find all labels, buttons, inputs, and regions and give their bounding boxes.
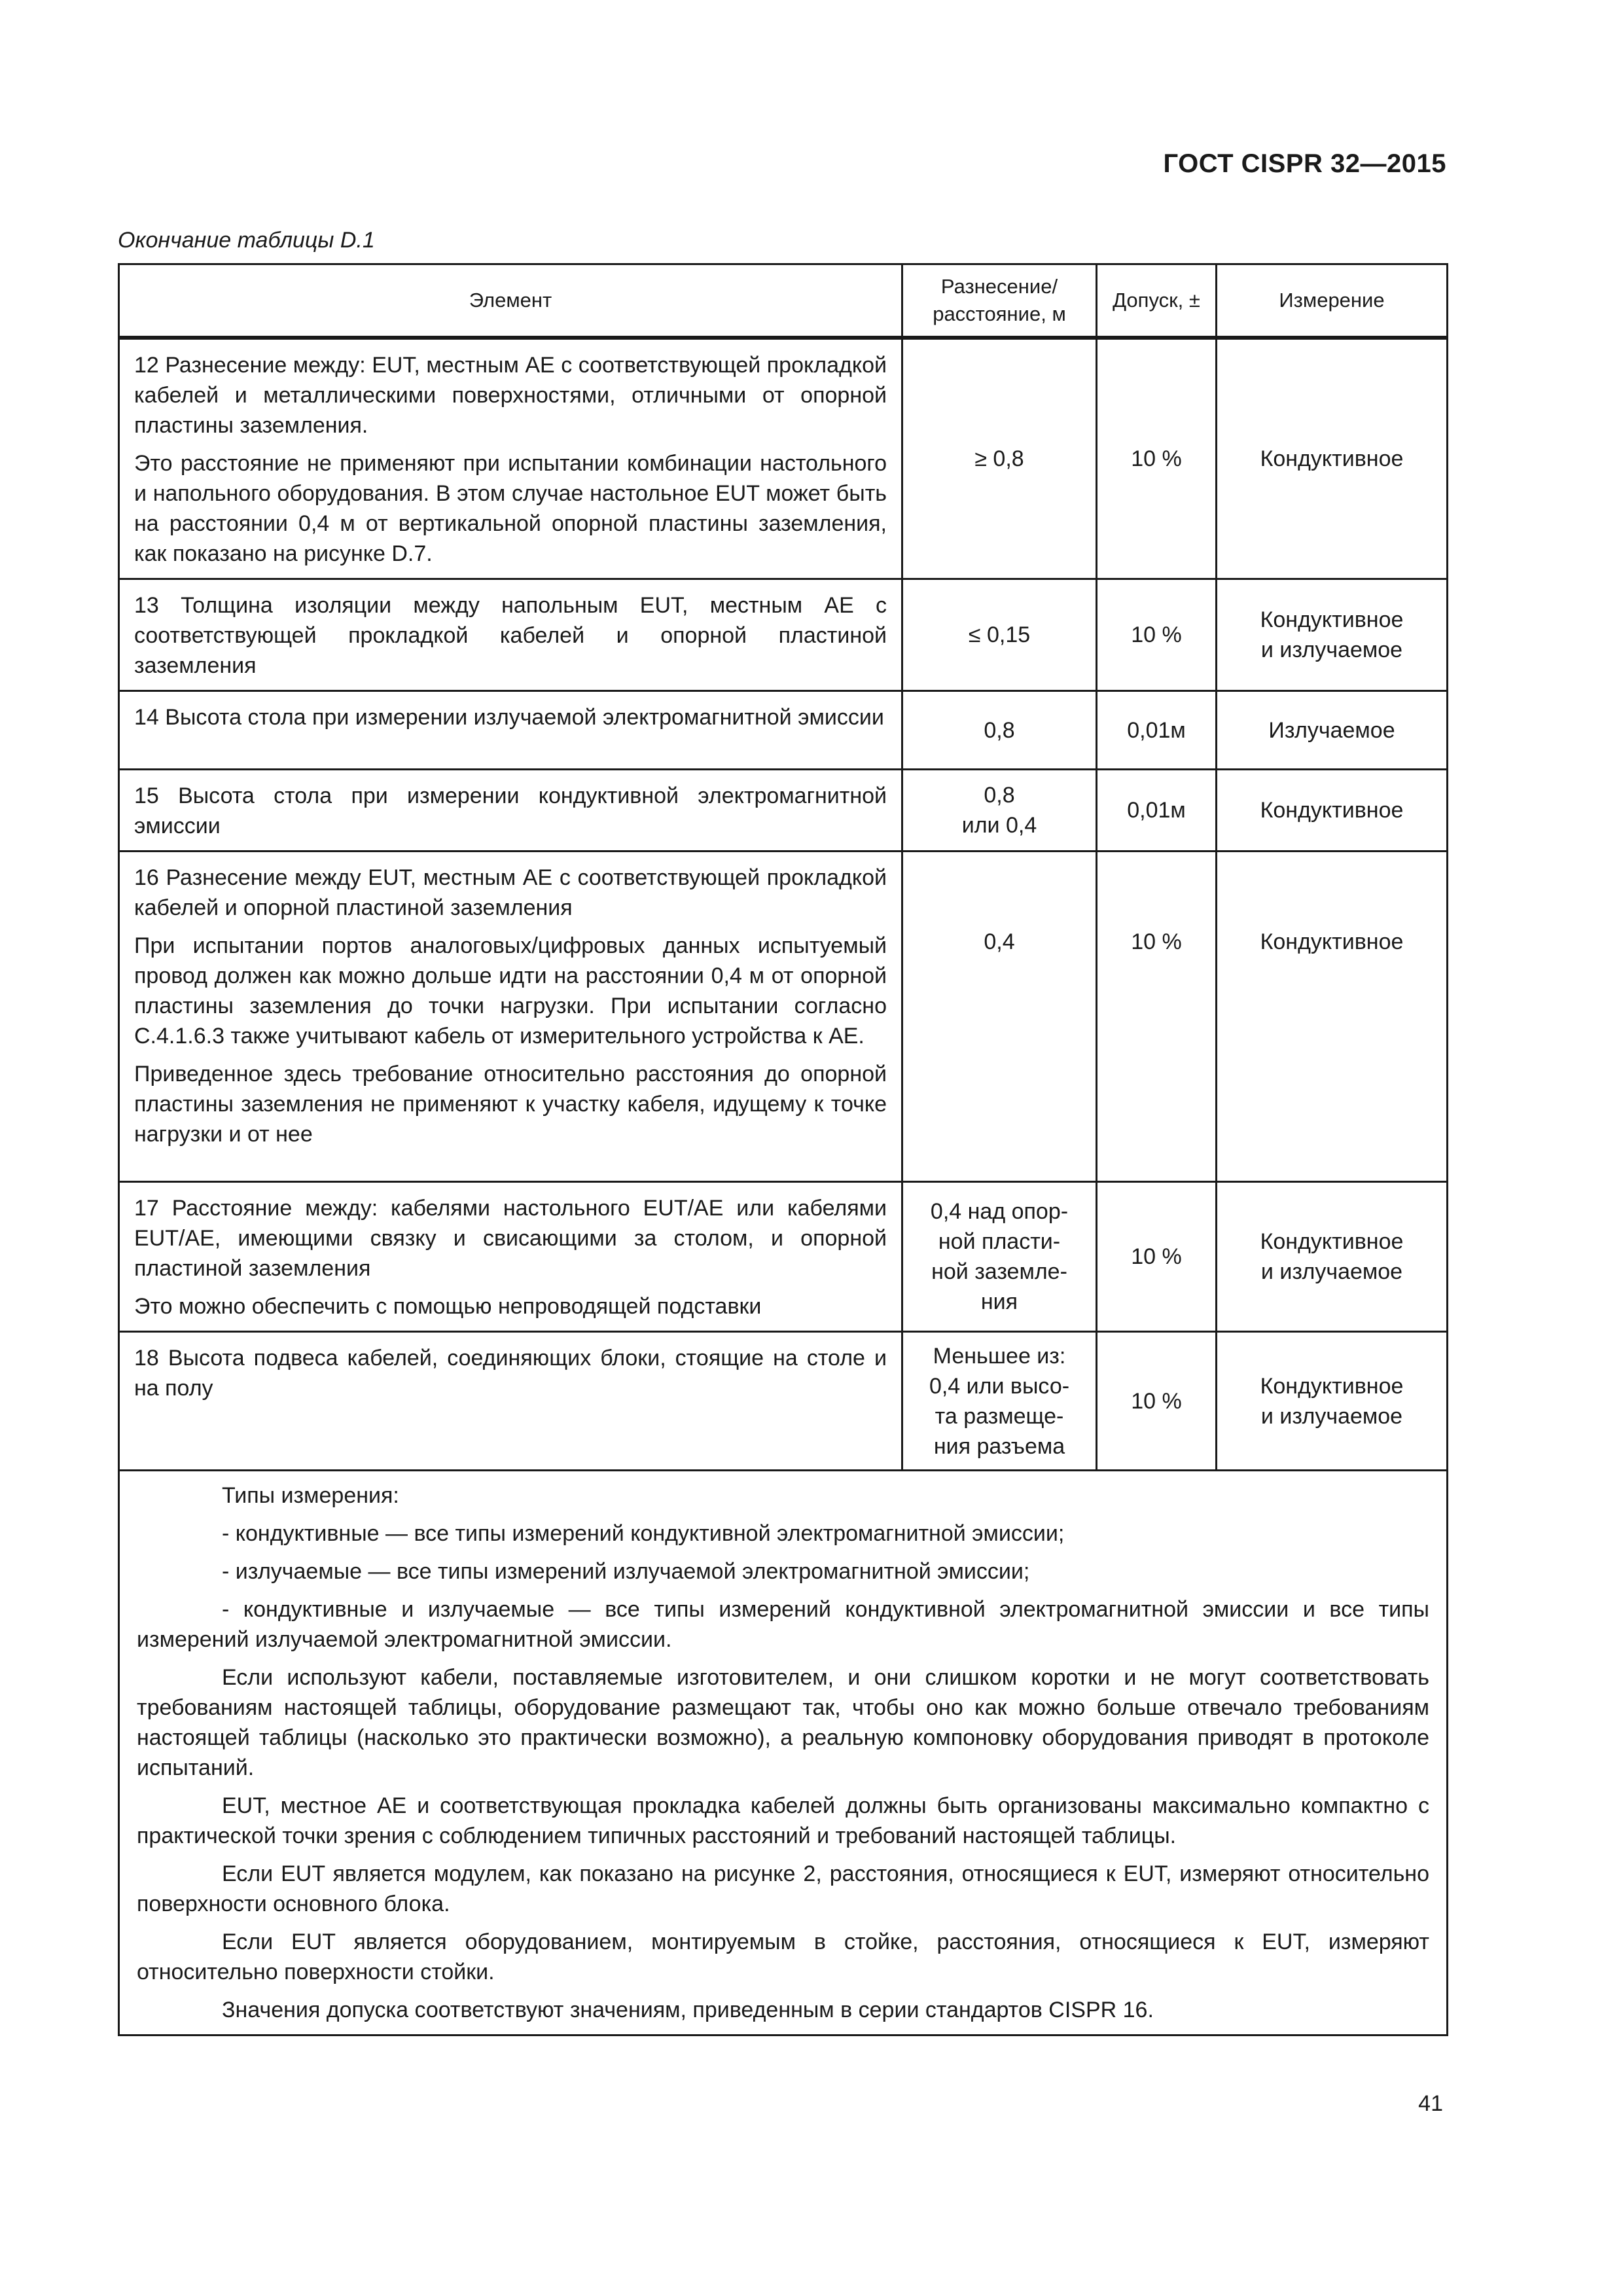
- distance-cell: 0,4: [902, 852, 1097, 1182]
- element-text: При испытании портов аналоговых/цифровых данных испытуемый провод должен как можно дольше идти на расстоянии 0,4 м от опорной пластины заземления до точки нагрузки. При испытании согласно C.4.1.6.3 также учитывают кабель от измерительного устройства к АЕ.: [134, 933, 887, 1049]
- table-row: [119, 579, 1448, 691]
- measurement-cell: Кондуктивное и излучаемое: [1217, 1332, 1448, 1471]
- element-cell: [119, 852, 902, 1182]
- measurement-cell: Кондуктивное и излучаемое: [1217, 1182, 1448, 1332]
- header-distance: Разнесение/ расстояние, м: [902, 264, 1097, 338]
- element-text: 17 Расстояние между: кабелями настольного EUT/AE или кабелями EUT/AE, имеющими связку и свисающими за столом, и опорной пластиной заземления: [134, 1196, 887, 1281]
- element-cell: [119, 1332, 902, 1471]
- distance-cell: 0,8: [902, 691, 1097, 770]
- measurement-cell: Кондуктивное: [1217, 338, 1448, 579]
- distance-cell: ≤ 0,15: [902, 579, 1097, 691]
- element-text: 15 Высота стола при измерении кондуктивной электромагнитной эмиссии: [134, 783, 887, 838]
- element-cell: [119, 579, 902, 691]
- tolerance-cell: 10 %: [1097, 1332, 1217, 1471]
- element-text: 18 Высота подвеса кабелей, соединяющих блоки, стоящие на столе и на полу: [134, 1346, 887, 1401]
- distance-cell: 0,8 или 0,4: [902, 770, 1097, 852]
- note-paragraph: - излучаемые — все типы измерений излучаемой электромагнитной эмиссии;: [222, 1559, 1030, 1584]
- table-row: [119, 338, 1448, 579]
- distance-cell: ≥ 0,8: [902, 338, 1097, 579]
- tolerance-cell: 10 %: [1097, 579, 1217, 691]
- tolerance-cell: 0,01м: [1097, 770, 1217, 852]
- note-paragraph: Типы измерения:: [222, 1483, 399, 1508]
- table-row: [119, 770, 1448, 852]
- measurement-cell: Кондуктивное: [1217, 852, 1448, 1182]
- element-cell: [119, 691, 902, 770]
- element-cell: [119, 770, 902, 852]
- tolerance-cell: 10 %: [1097, 852, 1217, 1182]
- page-number: 41: [1418, 2091, 1443, 2116]
- table-header-row: [119, 264, 1448, 338]
- table-caption: Окончание таблицы D.1: [118, 228, 375, 253]
- measurement-cell: Излучаемое: [1217, 691, 1448, 770]
- element-text: Приведенное здесь требование относительно расстояния до опорной пластины заземления не применяют к участку кабеля, идущему к точке нагрузки и от нее: [134, 1062, 887, 1147]
- measurement-cell: Кондуктивное: [1217, 770, 1448, 852]
- element-text: Это расстояние не применяют при испытании комбинации настольного и напольного оборудования. В этом случае настольное EUT может быть на расстоянии 0,4 м от вертикальной опорной пластины заземления, как показано на рисунке D.7.: [134, 451, 887, 566]
- note-paragraph: Если EUT является модулем, как показано на рисунке 2, расстояния, относящиеся к EUT, измеряют относительно поверхности основного блока.: [137, 1861, 1429, 1916]
- element-text: Это можно обеспечить с помощью непроводящей подставки: [134, 1294, 762, 1319]
- tolerance-cell: 0,01м: [1097, 691, 1217, 770]
- table-row: [119, 1182, 1448, 1332]
- header-measurement: Измерение: [1217, 264, 1448, 338]
- element-cell: [119, 338, 902, 579]
- tolerance-cell: 10 %: [1097, 338, 1217, 579]
- note-paragraph: Если EUT является оборудованием, монтируемым в стойке, расстояния, относящиеся к EUT, измеряют относительно поверхности стойки.: [137, 1929, 1429, 1984]
- notes-cell: [119, 1471, 1448, 2036]
- note-paragraph: Значения допуска соответствуют значениям, приведенным в серии стандартов CISPR 16.: [222, 1998, 1154, 2022]
- distance-cell: Меньшее из: 0,4 или высо- та размеще- ния разъема: [902, 1332, 1097, 1471]
- note-paragraph: - кондуктивные — все типы измерений кондуктивной электромагнитной эмиссии;: [222, 1521, 1065, 1546]
- note-paragraph: Если используют кабели, поставляемые изготовителем, и они слишком коротки и не могут соответствовать требованиям настоящей таблицы, оборудование размещают так, чтобы оно как можно больше отвечало требованиям настоящей таблицы (насколько это практически возможно), а реальную компоновку оборудования приводят в протоколе испытаний.: [137, 1665, 1429, 1780]
- notes-row: [119, 1471, 1448, 2036]
- element-text: 12 Разнесение между: EUT, местным АЕ с соответствующей прокладкой кабелей и металлическими поверхностями, отличными от опорной пластины заземления.: [134, 353, 887, 438]
- standard-code: ГОСТ CISPR 32—2015: [1163, 149, 1446, 178]
- table-row: [119, 1332, 1448, 1471]
- header-tolerance: Допуск, ±: [1097, 264, 1217, 338]
- element-text: 13 Толщина изоляции между напольным EUT, местным АЕ с соответствующей прокладкой кабелей и опорной пластиной заземления: [134, 593, 887, 678]
- header-element: Элемент: [119, 264, 902, 338]
- distance-cell: 0,4 над опор- ной пласти- ной заземле- ния: [902, 1182, 1097, 1332]
- table-row: [119, 691, 1448, 770]
- spacing-table: [118, 263, 1448, 2036]
- measurement-cell: Кондуктивное и излучаемое: [1217, 579, 1448, 691]
- element-text: 16 Разнесение между EUT, местным АЕ с соответствующей прокладкой кабелей и опорной пластиной заземления: [134, 865, 887, 920]
- element-text: 14 Высота стола при измерении излучаемой электромагнитной эмиссии: [134, 705, 884, 730]
- note-paragraph: - кондуктивные и излучаемые — все типы измерений кондуктивной электромагнитной эмиссии и все типы измерений излучаемой электромагнитной эмиссии.: [137, 1597, 1429, 1652]
- tolerance-cell: 10 %: [1097, 1182, 1217, 1332]
- note-paragraph: EUT, местное АЕ и соответствующая прокладка кабелей должны быть организованы максимально компактно с практической точки зрения с соблюдением типичных расстояний и требований настоящей таблицы.: [137, 1793, 1429, 1848]
- table-row: [119, 852, 1448, 1182]
- element-cell: [119, 1182, 902, 1332]
